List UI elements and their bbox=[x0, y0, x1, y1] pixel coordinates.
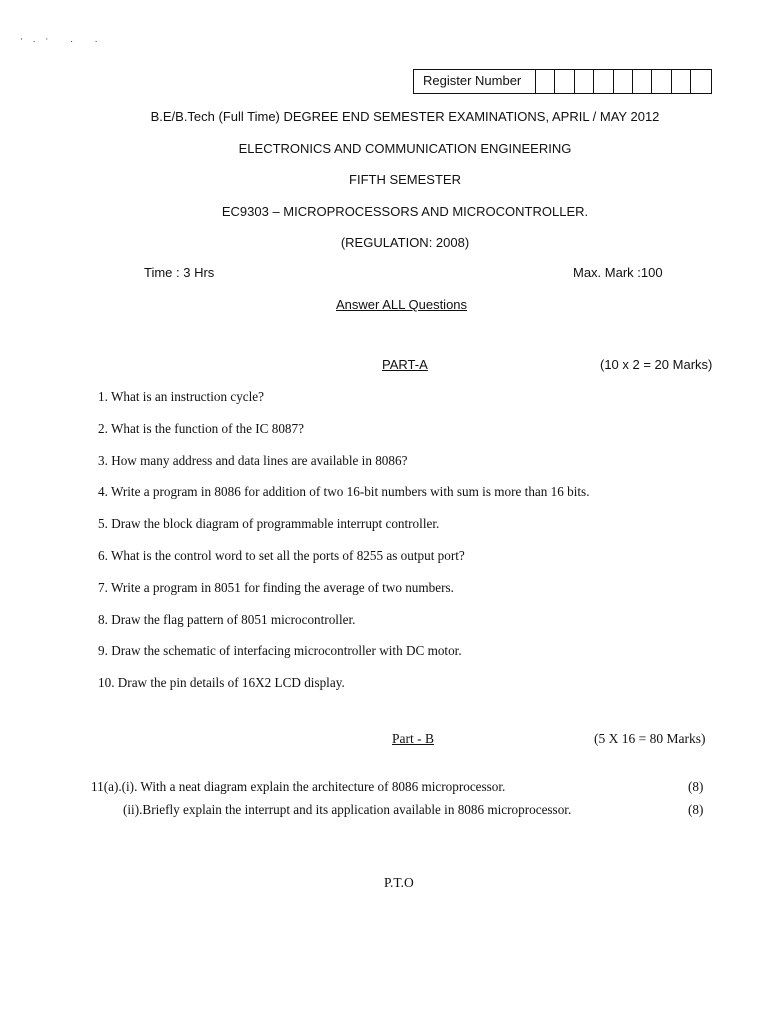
question-11a-i: 11(a).(i). With a neat diagram explain the architecture of 8086 microprocessor. bbox=[91, 779, 506, 794]
register-digit-box bbox=[672, 70, 691, 93]
course-title: EC9303 – MICROPROCESSORS AND MICROCONTROLLER. bbox=[221, 204, 589, 219]
exam-duration: Time : 3 Hrs bbox=[144, 265, 215, 280]
register-digit-box bbox=[652, 70, 671, 93]
question-item: 7. Write a program in 8051 for finding the average of two numbers. bbox=[98, 579, 454, 595]
part-a-question-list bbox=[98, 388, 590, 706]
register-digit-box bbox=[594, 70, 613, 93]
exam-title: B.E/B.Tech (Full Time) DEGREE END SEMESTER EXAMINATIONS, APRIL / MAY 2012 bbox=[150, 109, 660, 124]
register-digit-box bbox=[555, 70, 574, 93]
question-item: 8. Draw the flag pattern of 8051 microcontroller. bbox=[98, 611, 356, 627]
part-a-title: PART-A bbox=[382, 357, 428, 372]
register-digit-box bbox=[691, 70, 710, 93]
register-number-box bbox=[413, 69, 712, 94]
question-11a-ii: (ii).Briefly explain the interrupt and its application available in 8086 microprocessor. bbox=[123, 802, 572, 817]
question-11a-i-marks: (8) bbox=[688, 779, 704, 794]
register-digit-box bbox=[536, 70, 555, 93]
register-digit-box bbox=[614, 70, 633, 93]
question-item: 1. What is an instruction cycle? bbox=[98, 389, 265, 404]
question-item: 4. Write a program in 8086 for addition of two 16-bit numbers with sum is more than 16 bits. bbox=[98, 484, 590, 500]
instruction: Answer ALL Questions bbox=[336, 297, 468, 312]
part-b-title: Part - B bbox=[392, 731, 434, 746]
question-item: 9. Draw the schematic of interfacing microcontroller with DC motor. bbox=[98, 643, 462, 659]
department: ELECTRONICS AND COMMUNICATION ENGINEERING bbox=[238, 141, 572, 156]
register-digit-box bbox=[633, 70, 652, 93]
question-item: 5. Draw the block diagram of programmable interrupt controller. bbox=[98, 516, 440, 532]
question-item: 3. How many address and data lines are available in 8086? bbox=[98, 452, 408, 468]
register-digit-box bbox=[575, 70, 594, 93]
register-number-label: Register Number bbox=[414, 70, 536, 93]
scan-specks: ·.· . . bbox=[20, 34, 108, 44]
question-item: 2. What is the function of the IC 8087? bbox=[98, 420, 304, 436]
regulation: (REGULATION: 2008) bbox=[340, 235, 470, 250]
page-turn-over: P.T.O bbox=[384, 875, 414, 890]
part-a-marks: (10 x 2 = 20 Marks) bbox=[600, 357, 713, 372]
question-11a-ii-marks: (8) bbox=[688, 802, 704, 817]
part-b-marks: (5 X 16 = 80 Marks) bbox=[594, 731, 706, 746]
semester: FIFTH SEMESTER bbox=[349, 172, 461, 187]
question-item: 6. What is the control word to set all the ports of 8255 as output port? bbox=[98, 547, 465, 563]
max-mark: Max. Mark :100 bbox=[573, 265, 663, 280]
question-item: 10. Draw the pin details of 16X2 LCD display. bbox=[98, 675, 345, 691]
